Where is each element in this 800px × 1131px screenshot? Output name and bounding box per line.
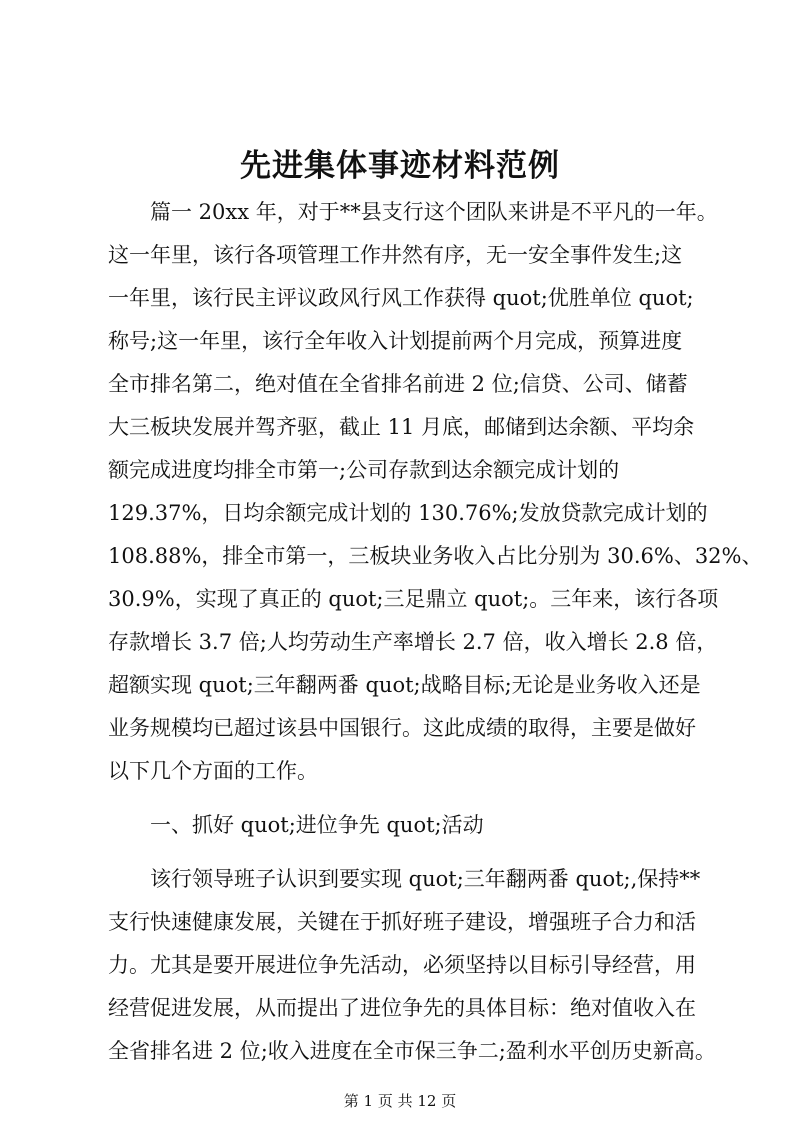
paragraph-line: 力。尤其是要开展进位争先活动，必须坚持以目标引导经营，用 xyxy=(108,953,696,977)
paragraph-line: 129.37%，日均余额完成计划的 130.76%;发放贷款完成计划的 xyxy=(108,501,708,525)
paragraph-line: 以下几个方面的工作。 xyxy=(108,759,318,783)
section-heading: 一、抓好 quot;进位争先 quot;活动 xyxy=(150,813,484,837)
page-footer: 第 1 页 共 12 页 xyxy=(343,1092,457,1110)
paragraph-line: 支行快速健康发展，关键在于抓好班子建设，增强班子合力和活 xyxy=(108,910,696,934)
paragraph-line: 一年里，该行民主评议政风行风工作获得 quot;优胜单位 quot; xyxy=(108,286,694,310)
paragraph-line: 全市排名第二，绝对值在全省排名前进 2 位;信贷、公司、储蓄 xyxy=(108,372,688,396)
paragraph-line: 大三板块发展并驾齐驱，截止 11 月底，邮储到达余额、平均余 xyxy=(108,415,695,439)
document-title: 先进集体事迹材料范例 xyxy=(240,148,560,184)
paragraph-line: 这一年里，该行各项管理工作井然有序，无一安全事件发生;这 xyxy=(108,243,683,267)
paragraph-line: 超额实现 quot;三年翻两番 quot;战略目标;无论是业务收入还是 xyxy=(108,673,701,697)
paragraph-line: 称号;这一年里，该行全年收入计划提前两个月完成，预算进度 xyxy=(108,329,683,353)
paragraph-line: 30.9%，实现了真正的 quot;三足鼎立 quot;。三年来，该行各项 xyxy=(108,587,719,611)
paragraph-line: 该行领导班子认识到要实现 quot;三年翻两番 quot;,保持** xyxy=(150,867,701,891)
paragraph-line: 篇一 20xx 年，对于**县支行这个团队来讲是不平凡的一年。 xyxy=(150,200,718,224)
paragraph-line: 业务规模均已超过该县中国银行。这此成绩的取得，主要是做好 xyxy=(108,716,696,740)
paragraph-line: 存款增长 3.7 倍;人均劳动生产率增长 2.7 倍，收入增长 2.8 倍， xyxy=(108,630,718,654)
paragraph-line: 全省排名进 2 位;收入进度在全市保三争二;盈利水平创历史新高。 xyxy=(108,1039,716,1063)
paragraph-line: 108.88%，排全市第一，三板块业务收入占比分别为 30.6%、32%、 xyxy=(108,544,763,568)
paragraph-line: 额完成进度均排全市第一;公司存款到达余额完成计划的 xyxy=(108,458,620,482)
paragraph-line: 经营促进发展，从而提出了进位争先的具体目标：绝对值收入在 xyxy=(108,996,696,1020)
